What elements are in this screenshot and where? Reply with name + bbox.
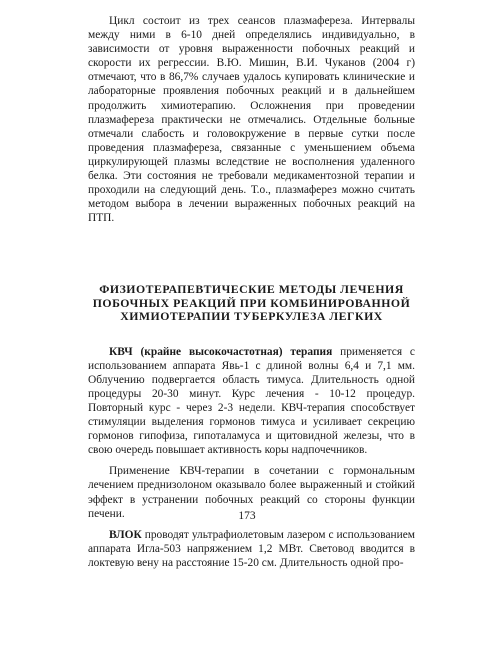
paragraph-kvch	[88, 345, 415, 458]
kvch-text: применяется с использованием аппарата Явь-1 с длиной волны 6,4 и 7,1 мм. Облучению подвергается область тимуса. Длительность одной процедуры 20-30 минут. Курс лечения - 10-12 процедур. Повторный курс - через 2-3 недели. КВЧ-терапия способствует стимуляции выделения гормонов тимуса и усиливает секрецию гормонов гипофиза, гипоталамуса и щитовидной железы, что в свою очередь повышает активность коры надпочечников.	[88, 345, 415, 457]
kvch-term: КВЧ (крайне высокочастотная) терапия	[109, 345, 333, 358]
vlok-term: ВЛОК	[109, 528, 142, 541]
heading-line-3: ХИМИОТЕРАПИИ ТУБЕРКУЛЕЗА ЛЕГКИХ	[120, 309, 383, 324]
heading-line-2: ПОБОЧНЫХ РЕАКЦИЙ ПРИ КОМБИНИРОВАННОЙ	[92, 295, 411, 310]
paragraph-kvch-combination: Применение КВЧ-терапии в сочетании с гормональным лечением преднизолоном оказывало более выраженный и стойкий эффект в устранении побочных реакций со стороны функции печени.	[88, 465, 415, 520]
section-heading	[88, 283, 415, 323]
paragraph-vlok	[88, 528, 415, 570]
heading-line-1: ФИЗИОТЕРАПЕВТИЧЕСКИЕ МЕТОДЫ ЛЕЧЕНИЯ	[99, 282, 404, 297]
paragraph-plasmapheresis: Цикл состоит из трех сеансов плазмафереза. Интервалы между ними в 6-10 дней определялись индивидуально, в зависимости от уровня выраженности побочных реакций и скорости их регрессии. В.Ю. Мишин, В.И. Чуканов (2004 г) отмечают, что в 86,7% случаев удалось купировать клинические и лабораторные проявления побочных реакций и в дальнейшем продолжить химиотерапию. Осложнения при проведении плазмафереза практически не отмечались. Отдельные больные отмечали слабость и головокружение в первые сутки после проведения плазмафереза, связанные с уменьшением объема циркулирующей плазмы вследствие не восполнения удаленного белка. Эти состояния не требовали медикаментозной терапии и проходили на следующий день. Т.о., плазмаферез можно считать методом выбора в лечении выраженных побочных реакций на ПТП.	[88, 15, 415, 225]
text-column	[88, 14, 415, 570]
page-number: 173	[238, 510, 256, 522]
vlok-text: проводят ультрафиолетовым лазером с использованием аппарата Игла-503 напряжением 1,2 МВт. Световод вводится в локтевую вену на расстояние 15-20 см. Длительность одной про-	[88, 528, 415, 569]
